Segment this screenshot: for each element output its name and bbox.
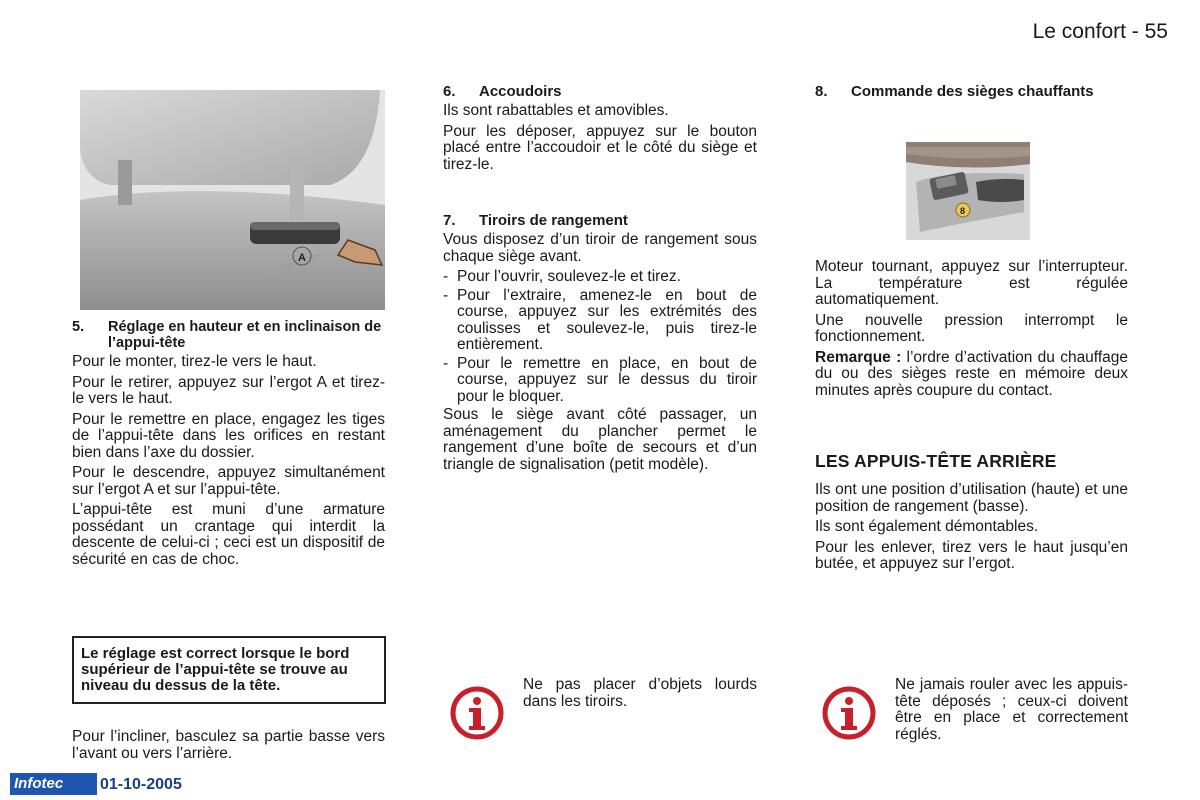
column-right (815, 84, 1128, 103)
section-6-title: 6. Accoudoirs (443, 83, 562, 100)
section-7-title: 7. Tiroirs de rangement (443, 212, 628, 229)
info-icon (820, 684, 878, 742)
info-text: Ne jamais rouler avec les appuis-tête déposés ; ceux-ci doivent être en place et correctement réglés. (895, 676, 1128, 743)
paragraph: Pour le monter, tirez-le vers le haut. (72, 353, 317, 370)
info-icon (448, 684, 506, 742)
paragraph: Pour le descendre, appuyez simultanément sur l’ergot A et sur l’appui-tête. (72, 464, 385, 498)
paragraph: Une nouvelle pression interrompt le fonctionnement. (815, 311, 1128, 345)
remark: Remarque : l’ordre d’activation du chauffage du ou des sièges reste en mémoire deux minutes après coupure du contact. (815, 348, 1129, 399)
page-header: Le confort - 55 (1032, 20, 1168, 43)
paragraph: Ils sont également démontables. (815, 518, 1039, 535)
column-left-bottom (72, 729, 385, 766)
heated-seat-drawing (906, 142, 1030, 240)
paragraph: L’appui-tête est muni d’une armature possédant un crantage qui interdit la descente de celui-ci ; ceci est un dispositif de sécurité en cas de choc. (72, 501, 385, 568)
label-8: 8 (960, 206, 966, 216)
paragraph: Pour le remettre en place, engagez les tiges de l’appui-tête dans les orifices en restant bien dans l’axe du dossier. (72, 410, 385, 461)
drawer-instructions-list (443, 269, 757, 405)
paragraph: Pour les déposer, appuyez sur le bouton placé entre l’accoudoir et le côté du siège et tirez-le. (443, 122, 757, 173)
footer-date: 01-10-2005 (100, 776, 182, 793)
column-middle (443, 84, 757, 477)
paragraph: Vous disposez d’un tiroir de rangement sous chaque siège avant. (443, 231, 757, 265)
column-right-text (815, 259, 1128, 577)
list-item: - Pour l’extraire, amenez-le en bout de course, appuyez sur les extrémités des coulisses et soulevez-le, puis tirez-le entièrement. (443, 288, 757, 354)
headrest-illustration (80, 90, 385, 310)
section-heading: LES APPUIS-TÊTE ARRIÈRE (815, 451, 1057, 471)
note-box: Le réglage est correct lorsque le bord supérieur de l’appui-tête se trouve au niveau du dessus de la tête. (72, 636, 386, 704)
label-a: A (298, 252, 306, 264)
column-left (72, 319, 385, 572)
info-text: Ne pas placer d’objets lourds dans les tiroirs. (523, 676, 757, 710)
paragraph: Pour le retirer, appuyez sur l’ergot A et tirez-le vers le haut. (72, 373, 385, 407)
heated-seat-illustration (906, 142, 1030, 240)
section-5-title: 5. Réglage en hauteur et en inclinaison de l’appui-tête (72, 319, 382, 351)
paragraph: Ils sont rabattables et amovibles. (443, 102, 669, 119)
headrest-drawing (80, 90, 385, 310)
list-item: - Pour l’ouvrir, soulevez-le et tirez. (443, 269, 757, 286)
infotec-logo: Infotec (10, 773, 97, 795)
paragraph: Moteur tournant, appuyez sur l’interrupteur. La température est régulée automatiquement. (815, 258, 1128, 308)
paragraph: Pour les enlever, tirez vers le haut jusqu’en butée, et appuyez sur l’ergot. (815, 538, 1128, 572)
paragraph: Pour l’incliner, basculez sa partie basse vers l’avant ou vers l’arrière. (72, 728, 385, 762)
paragraph: Sous le siège avant côté passager, un aménagement du plancher permet le rangement d’une boîte de secours et d’un triangle de signalisation (petit modèle). (443, 406, 757, 473)
list-item: - Pour le remettre en place, en bout de course, appuyez sur le dessus du tiroir pour le bloquer. (443, 356, 757, 406)
section-8-title: 8. Commande des sièges chauffants (815, 83, 1094, 100)
paragraph: Ils ont une position d’utilisation (haute) et une position de rangement (basse). (815, 481, 1128, 515)
